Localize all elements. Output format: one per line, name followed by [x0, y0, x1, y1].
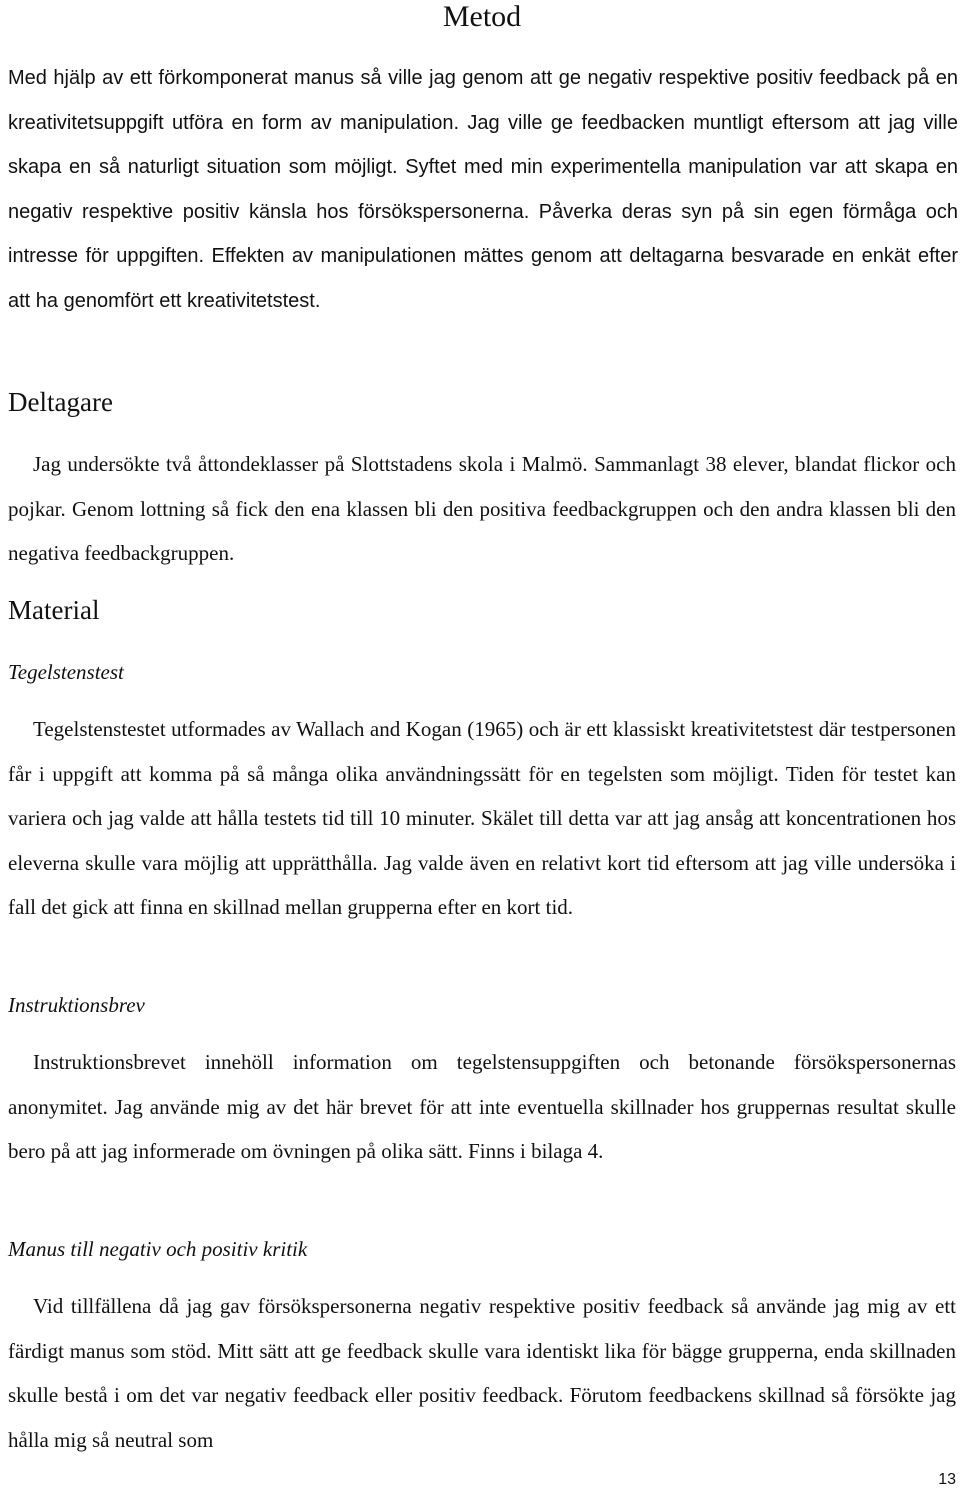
intro-paragraph: Med hjälp av ett förkomponerat manus så ville jag genom att ge negativ respektive positiv feedback på en kreativitetsuppgift utföra en form av manipulation. Jag ville ge feedbacken muntligt eftersom att jag ville skapa en så naturligt situation som möjligt. Syftet med min experimentella manipulation var att skapa en negativ respektive positiv känsla hos försökspersonerna. Påverka deras syn på sin egen förmåga och intresse för uppgiften. Effekten av manipulationen mättes genom att deltagarna besvarade en enkät efter att ha genomfört ett kreativitetstest.: [8, 67, 958, 312]
instruktionsbrev-paragraph: Instruktionsbrevet innehöll information om tegelstensuppgiften och betonande försökspersonernas anonymitet. Jag använde mig av det här brevet för att inte eventuella skillnader hos gruppernas resultat skulle bero på att jag informerade om övningen på olika sätt. Finns i bilaga 4.: [8, 1050, 956, 1163]
tegelstenstest-paragraph: Tegelstenstestet utformades av Wallach and Kogan (1965) och är ett klassiskt kreativitetstest där testpersonen får i uppgift att komma på så många olika användningssätt för en tegelsten som möjligt. Tiden för testet kan variera och jag valde att hålla testets tid till 10 minuter. Skälet till detta var att jag ansåg att koncentrationen hos eleverna skulle vara möjlig att upprätthålla. Jag valde även en relativt kort tid eftersom att jag ville undersöka i fall det gick att finna en skillnad mellan grupperna efter en kort tid.: [8, 717, 956, 919]
subheading-tegelstenstest: Tegelstenstest: [8, 660, 124, 684]
section-heading-material: Material: [8, 595, 100, 625]
page-title: Metod: [442, 0, 522, 33]
subheading-manus: Manus till negativ och positiv kritik: [8, 1237, 308, 1261]
page-number: 13: [938, 1471, 956, 1488]
subheading-instruktionsbrev: Instruktionsbrev: [8, 993, 145, 1017]
section-heading-deltagare: Deltagare: [8, 387, 113, 417]
deltagare-paragraph: Jag undersökte två åttondeklasser på Slottstadens skola i Malmö. Sammanlagt 38 elever, blandat flickor och pojkar. Genom lottning så fick den ena klassen bli den positiva feedbackgruppen och den andra klassen bli den negativa feedbackgruppen.: [8, 452, 956, 565]
manus-paragraph: Vid tillfällena då jag gav försökspersonerna negativ respektive positiv feedback så använde jag mig av ett färdigt manus som stöd. Mitt sätt att ge feedback skulle vara identiskt lika för bägge grupperna, enda skillnaden skulle bestå i om det var negativ feedback eller positiv feedback. Förutom feedbackens skillnad så försökte jag hålla mig så neutral som: [8, 1294, 956, 1452]
